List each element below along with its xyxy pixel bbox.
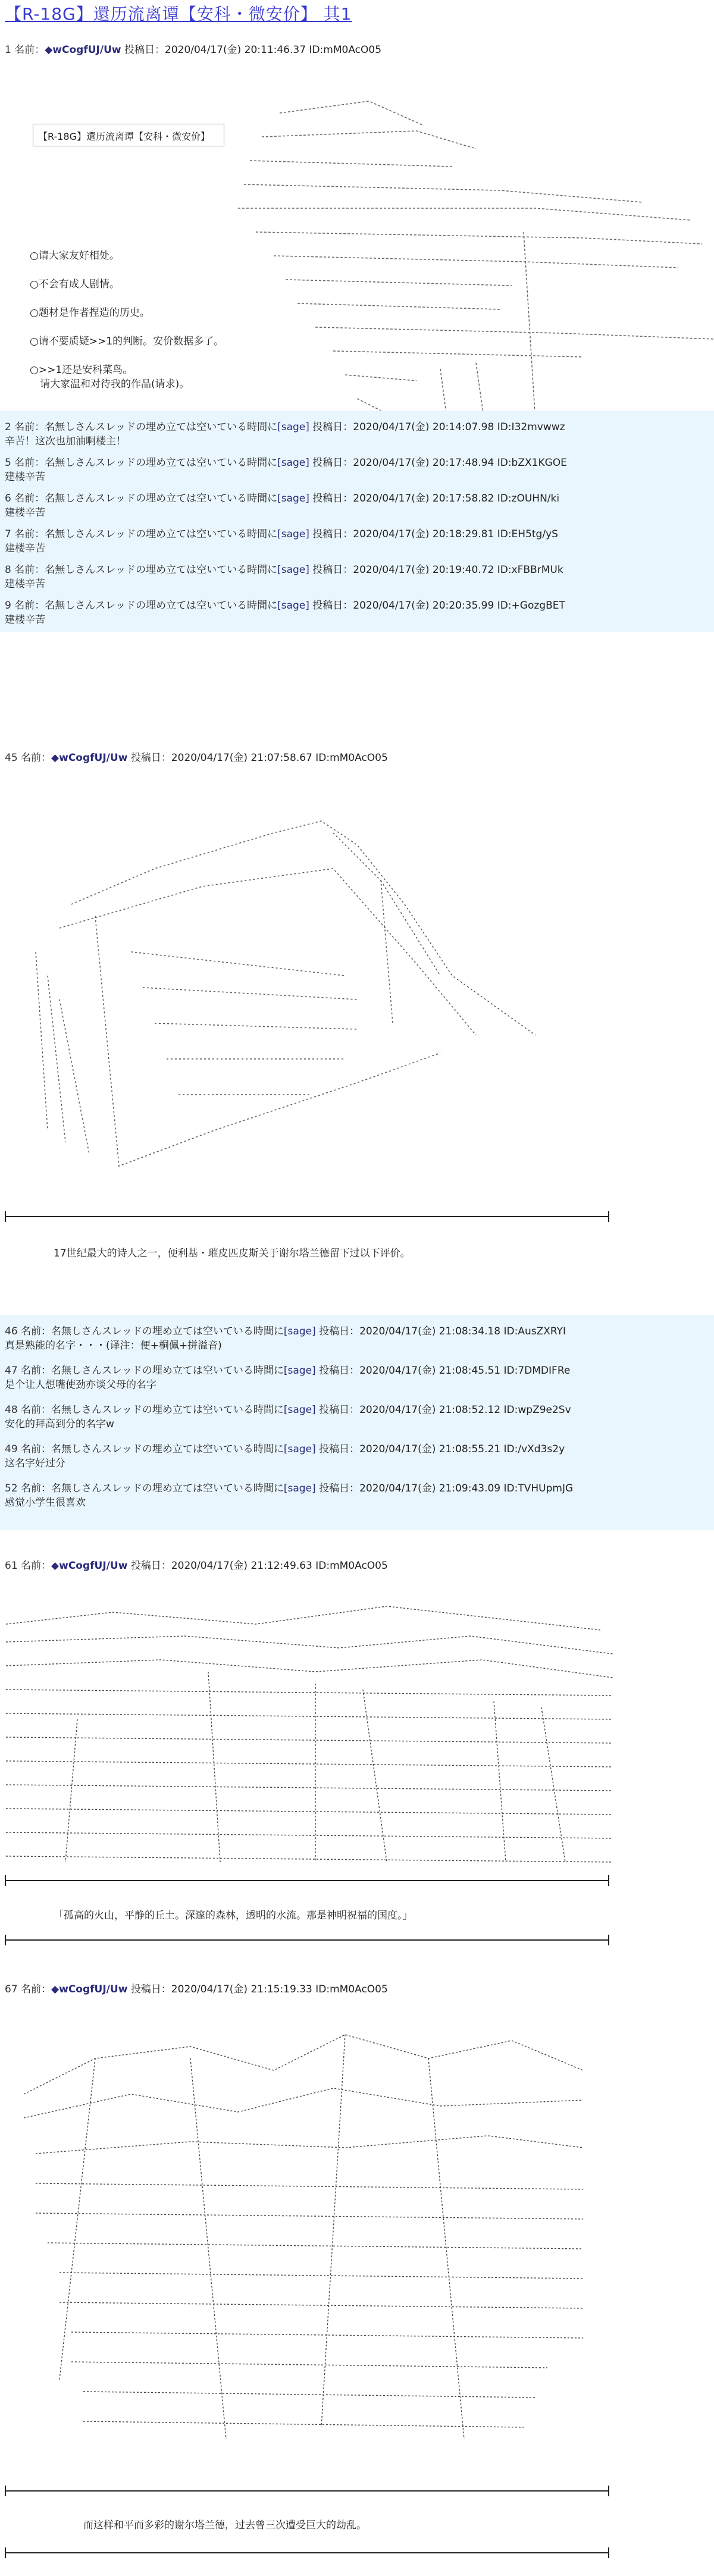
reply [5, 456, 709, 484]
reply [5, 1364, 709, 1392]
name-label: 名前：名無しさんスレッドの埋め立ては空いている時間に [21, 1325, 284, 1337]
post-date: 投稿日：2020/04/17(金) 20:20:35.99 ID:+GozgBET [309, 600, 565, 612]
post-67 [5, 1982, 709, 1997]
post-date: 投稿日：2020/04/17(金) 20:18:29.81 ID:EH5tg/yS [309, 528, 558, 540]
reply-text: 是个让人想嘴使劲亦谈父母的名字 [5, 1379, 156, 1391]
rule-line: ○题材是作者捏造的历史。 [30, 307, 150, 319]
name-label: 名前：名無しさんスレッドの埋め立ては空いている時間に [21, 1443, 284, 1455]
reply-text: 建楼辛苦 [5, 543, 45, 554]
reply-text: 建楼辛苦 [5, 578, 45, 590]
post-61 [5, 1559, 709, 1573]
rule-line: ○不会有成人剧情。 [30, 278, 120, 290]
post-number[interactable]: 2 [5, 421, 11, 433]
sage-mark: [sage] [283, 1483, 316, 1494]
reply-text: 建楼辛苦 [5, 471, 45, 483]
name-label: 名前：名無しさんスレッドの埋め立ては空いている時間に [14, 493, 278, 504]
reply-text: 感觉小学生很喜欢 [5, 1497, 86, 1509]
name-label: 名前：名無しさんスレッドの埋め立ては空いている時間に [21, 1483, 284, 1494]
sage-mark: [sage] [277, 600, 309, 612]
name-label: 名前：名無しさんスレッドの埋め立ては空いている時間に [14, 564, 278, 576]
thread-title[interactable]: 【R-18G】還历流离谭【安科・微安价】 其1 [5, 4, 352, 24]
name-label: 名前： [21, 1983, 52, 1995]
post-header [5, 1982, 709, 1997]
post-header [5, 43, 709, 57]
reply [5, 1403, 709, 1431]
reply-text: 真是熟能的名字・・・(译注：便+桐佩+拼溢音) [5, 1340, 222, 1352]
name-label: 名前：名無しさんスレッドの埋め立ては空いている時間に [14, 528, 278, 540]
reply [5, 1442, 709, 1471]
narration-caption: 而这样和平而多彩的谢尔塔兰德，过去曾三次遭受巨大的劫乱。 [83, 2519, 367, 2531]
name-label: 名前：名無しさんスレッドの埋め立ては空いている時間に [14, 600, 278, 612]
poster-trip: ◆wCogfUJ/Uw [51, 752, 128, 764]
post-date: 投稿日：2020/04/17(金) 20:17:58.82 ID:zOUHN/ki [309, 493, 560, 504]
narration-caption: 17世纪最大的诗人之一，便利基・璀皮匹皮斯关于谢尔塔兰德留下过以下评价。 [54, 1248, 411, 1259]
divider-rule [5, 1216, 609, 1217]
name-label: 名前：名無しさんスレッドの埋め立ては空いている時間に [21, 1404, 284, 1416]
post-date: 投稿日：2020/04/17(金) 21:15:19.33 ID:mM0AcO05 [130, 1983, 388, 1995]
sage-mark: [sage] [277, 421, 309, 433]
rule-line: ○>>1还是安科菜鸟。 [30, 364, 133, 376]
name-label: 名前： [21, 1560, 52, 1572]
post-number[interactable]: 52 [5, 1483, 18, 1494]
name-label: 名前：名無しさんスレッドの埋め立ては空いている時間に [14, 457, 278, 469]
post-date: 投稿日：2020/04/17(金) 21:07:58.67 ID:mM0AcO05 [130, 752, 388, 764]
post-date: 投稿日：2020/04/17(金) 21:12:49.63 ID:mM0AcO05 [130, 1560, 388, 1572]
sage-mark: [sage] [277, 528, 309, 540]
reply-text: 这名字好过分 [5, 1458, 65, 1469]
post-number[interactable]: 49 [5, 1443, 18, 1455]
sage-mark: [sage] [277, 564, 309, 576]
sage-mark: [sage] [283, 1365, 316, 1377]
ascii-art-landscape [6, 1600, 625, 1874]
post-number[interactable]: 47 [5, 1365, 18, 1377]
post-number[interactable]: 9 [5, 600, 11, 612]
post-header [5, 1559, 709, 1573]
post-number[interactable]: 5 [5, 457, 11, 469]
reply [5, 527, 709, 556]
post-date: 投稿日：2020/04/17(金) 21:08:55.21 ID:/vXd3s2y [315, 1443, 565, 1455]
post-number[interactable]: 48 [5, 1404, 18, 1416]
name-label: 名前： [21, 752, 52, 764]
rule-line: 请大家温和对待我的作品(请求)。 [30, 378, 190, 390]
narration-caption: 「孤高的火山，平静的丘土。深邃的森林，透明的水流。那是神明祝福的国度。」 [54, 1910, 413, 1922]
post-number[interactable]: 8 [5, 564, 11, 576]
poster-trip: ◆wCogfUJ/Uw [51, 1560, 128, 1572]
sage-mark: [sage] [277, 493, 309, 504]
sage-mark: [sage] [283, 1404, 316, 1416]
reply [5, 420, 709, 449]
reply [5, 491, 709, 520]
name-label: 名前：名無しさんスレッドの埋め立ては空いている時間に [14, 421, 278, 433]
post-date: 投稿日：2020/04/17(金) 20:11:46.37 ID:mM0AcO05 [124, 44, 382, 56]
divider-rule [5, 2552, 609, 2553]
post-date: 投稿日：2020/04/17(金) 20:14:07.98 ID:I32mvwwz [309, 421, 565, 433]
reply [5, 563, 709, 591]
divider-rule [5, 1939, 609, 1941]
ascii-art-mountains [12, 2023, 595, 2451]
reply [5, 598, 709, 627]
poster-trip: ◆wCogfUJ/Uw [51, 1983, 128, 1995]
sage-mark: [sage] [277, 457, 309, 469]
post-number[interactable]: 45 [5, 752, 18, 764]
poster-trip: ◆wCogfUJ/Uw [45, 44, 121, 56]
name-label: 名前：名無しさんスレッドの埋め立ては空いている時間に [21, 1365, 284, 1377]
post-number[interactable]: 7 [5, 528, 11, 540]
post-number[interactable]: 6 [5, 493, 11, 504]
rules-list [30, 249, 224, 406]
post-date: 投稿日：2020/04/17(金) 21:08:52.12 ID:wpZ9e2Sv [315, 1404, 571, 1416]
post-number[interactable]: 61 [5, 1560, 18, 1572]
post-number[interactable]: 67 [5, 1983, 18, 1995]
reply-text: 建楼辛苦 [5, 614, 45, 626]
title-box [33, 124, 224, 146]
post-header [5, 751, 709, 765]
divider-rule [5, 1880, 609, 1881]
post-number[interactable]: 1 [5, 44, 11, 56]
name-label: 名前： [14, 44, 45, 56]
replies-a [5, 420, 709, 627]
rule-line: ○请大家友好相处。 [30, 250, 120, 262]
divider-rule [5, 2490, 609, 2492]
post-number[interactable]: 46 [5, 1325, 18, 1337]
post-45 [5, 751, 709, 765]
post-date: 投稿日：2020/04/17(金) 20:17:48.94 ID:bZX1KGOE [309, 457, 567, 469]
post-1 [5, 43, 709, 57]
post-date: 投稿日：2020/04/17(金) 21:09:43.09 ID:TVHUpmJG [315, 1483, 574, 1494]
reply-text: 安化的拜高到分的名字w [5, 1418, 114, 1430]
reply [5, 1481, 709, 1510]
ascii-art-hill [24, 797, 559, 1178]
replies-b [5, 1324, 709, 1510]
title-box-text: 【R-18G】還历流离谭【安科・微安价】 [38, 131, 211, 142]
sage-mark: [sage] [283, 1325, 316, 1337]
post-date: 投稿日：2020/04/17(金) 21:08:45.51 ID:7DMDIFRe [315, 1365, 571, 1377]
post-date: 投稿日：2020/04/17(金) 21:08:34.18 ID:AusZXRYI [315, 1325, 566, 1337]
rule-line: ○请不要质疑>>1的判断。安价数据多了。 [30, 336, 224, 347]
reply-text: 辛苦！这次也加油啊楼主！ [5, 435, 126, 447]
post-date: 投稿日：2020/04/17(金) 20:19:40.72 ID:xFBBrMUk [309, 564, 563, 576]
reply-text: 建楼辛苦 [5, 507, 45, 519]
sage-mark: [sage] [283, 1443, 316, 1455]
reply [5, 1324, 709, 1353]
